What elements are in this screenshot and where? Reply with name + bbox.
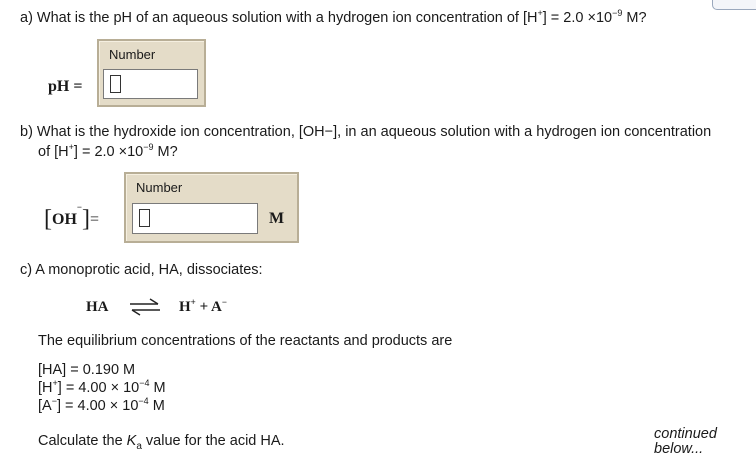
- question-c-intro: c) A monoprotic acid, HA, dissociates:: [20, 262, 263, 278]
- calc-text: Calculate the: [38, 433, 127, 449]
- reaction-h: H: [179, 299, 191, 315]
- question-a-text: a) What is the pH of an aqueous solution with a hydrogen ion concentration of [H: [20, 10, 538, 26]
- exponent: −9: [612, 8, 623, 18]
- exponent: −4: [138, 396, 149, 406]
- oh-answer-input[interactable]: [132, 203, 258, 234]
- ph-label: pH =: [48, 78, 83, 95]
- ka-k: K: [126, 433, 137, 449]
- reaction-plus-a: + A: [195, 299, 222, 315]
- superscript: −: [76, 202, 83, 212]
- unit-label: M: [269, 210, 285, 227]
- reaction-left: HA: [86, 299, 109, 315]
- h-concentration: [38, 380, 166, 396]
- number-header: Number: [136, 180, 183, 195]
- superscript: +: [537, 8, 543, 18]
- continued-line1: continued: [654, 426, 717, 442]
- calc-text: value for the acid HA.: [141, 433, 285, 449]
- help-tab[interactable]: [712, 0, 756, 10]
- h-text: ] = 4.00 × 10: [57, 380, 140, 396]
- question-b-text: of [H: [38, 144, 69, 160]
- oh-text: OH: [52, 211, 77, 228]
- question-a: [20, 10, 647, 26]
- question-a-text: ] = 2.0 ×10: [542, 10, 613, 26]
- oh-label: [44, 204, 99, 231]
- reaction-right: [179, 299, 227, 316]
- input-cursor-icon: [139, 209, 150, 227]
- continued-below-link[interactable]: [654, 427, 717, 457]
- a-text: [A: [38, 398, 52, 414]
- h-unit: M: [149, 380, 166, 396]
- equals-sign: =: [90, 211, 100, 228]
- input-cursor-icon: [110, 75, 121, 93]
- a-unit: M: [148, 398, 165, 414]
- equilibrium-arrows-icon: [128, 298, 162, 316]
- ha-concentration: [HA] = 0.190 M: [38, 362, 136, 378]
- ph-answer-input[interactable]: [103, 69, 198, 99]
- number-answer-box-a: [97, 39, 206, 107]
- bracket-right: ]: [82, 206, 91, 232]
- h-text: [H: [38, 380, 53, 396]
- superscript: +: [190, 297, 196, 307]
- question-a-text: M?: [622, 10, 647, 26]
- superscript: −: [221, 297, 228, 307]
- a-concentration: [38, 398, 165, 414]
- equilibrium-text: The equilibrium concentrations of the reactants and products are: [38, 333, 453, 349]
- question-b-text: M?: [153, 144, 178, 160]
- number-header: Number: [109, 47, 156, 62]
- exponent: −9: [143, 142, 154, 152]
- continued-line2: below...: [654, 441, 704, 457]
- number-answer-box-b: [124, 172, 299, 243]
- ka-subscript: a: [136, 440, 142, 452]
- superscript: −: [51, 396, 57, 406]
- a-text: ] = 4.00 × 10: [56, 398, 139, 414]
- exponent: −4: [139, 378, 150, 388]
- bracket-left: [: [44, 206, 52, 232]
- superscript: +: [68, 142, 74, 152]
- question-b-text: ] = 2.0 ×10: [73, 144, 144, 160]
- question-b-line1: b) What is the hydroxide ion concentration, [OH−], in an aqueous solution with a hydrogen ion concentration: [20, 124, 712, 140]
- superscript: +: [52, 378, 58, 388]
- calc-ka-text: [38, 433, 285, 452]
- question-b-line2: [38, 144, 178, 160]
